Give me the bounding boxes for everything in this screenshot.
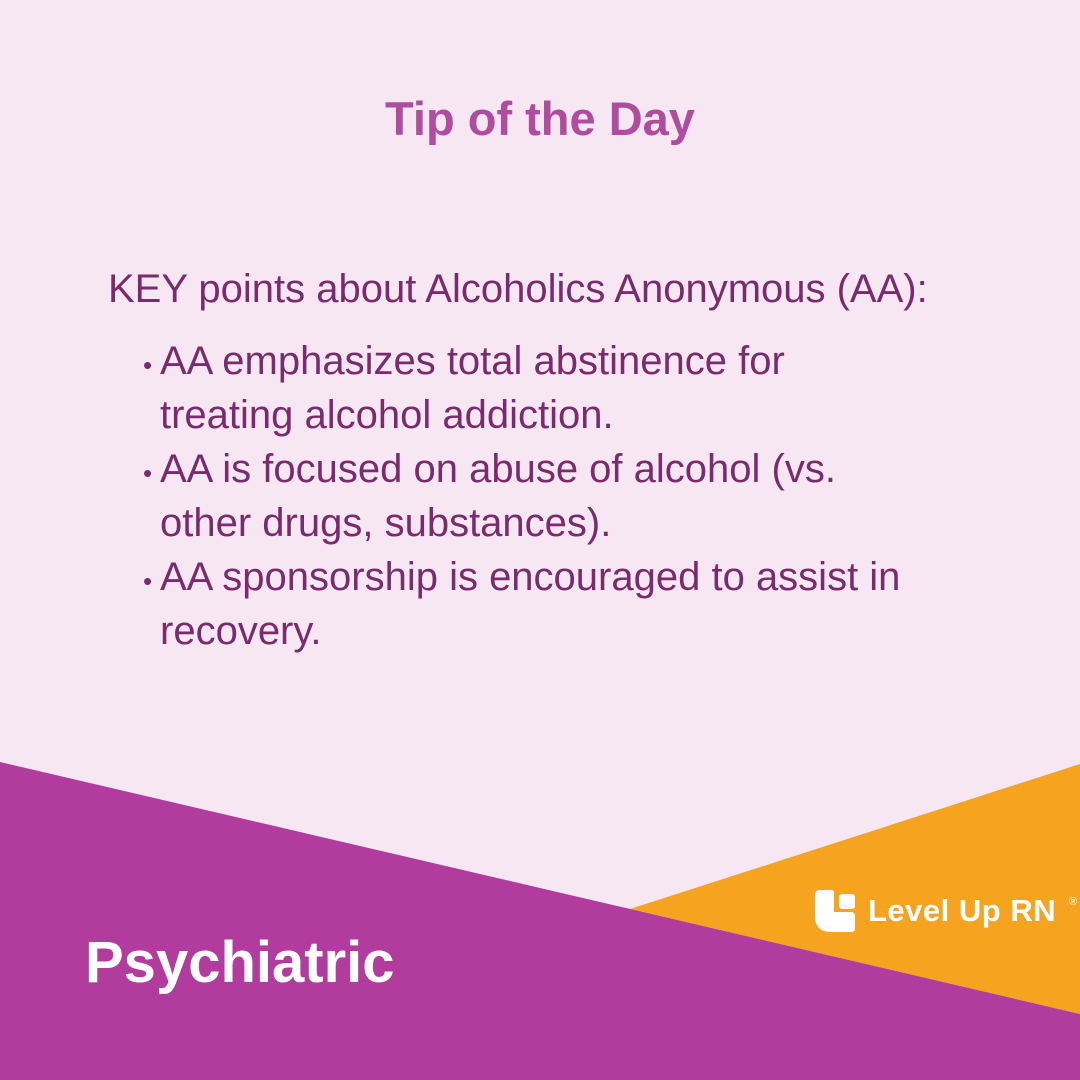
bullet-icon: • [143,458,153,488]
level-up-rn-logo-icon [813,888,857,934]
bullet-text: AA is focused on abuse of alcohol (vs. other drugs, substances). [160,447,836,545]
registered-trademark-icon: ® [1069,896,1078,908]
brand-lockup [813,888,1077,934]
brand-name: Level Up RN [868,893,1057,928]
bullet-icon: • [143,566,153,596]
category-label: Psychiatric [85,930,395,995]
bullet-icon: • [143,350,153,380]
bullet-text: AA sponsorship is encouraged to assist in recovery. [160,555,901,653]
page-title: Tip of the Day [385,92,695,145]
bullet-text: AA emphasizes total abstinence for treating alcohol addiction. [160,339,785,437]
tip-heading: KEY points about Alcoholics Anonymous (AA): [108,267,928,311]
